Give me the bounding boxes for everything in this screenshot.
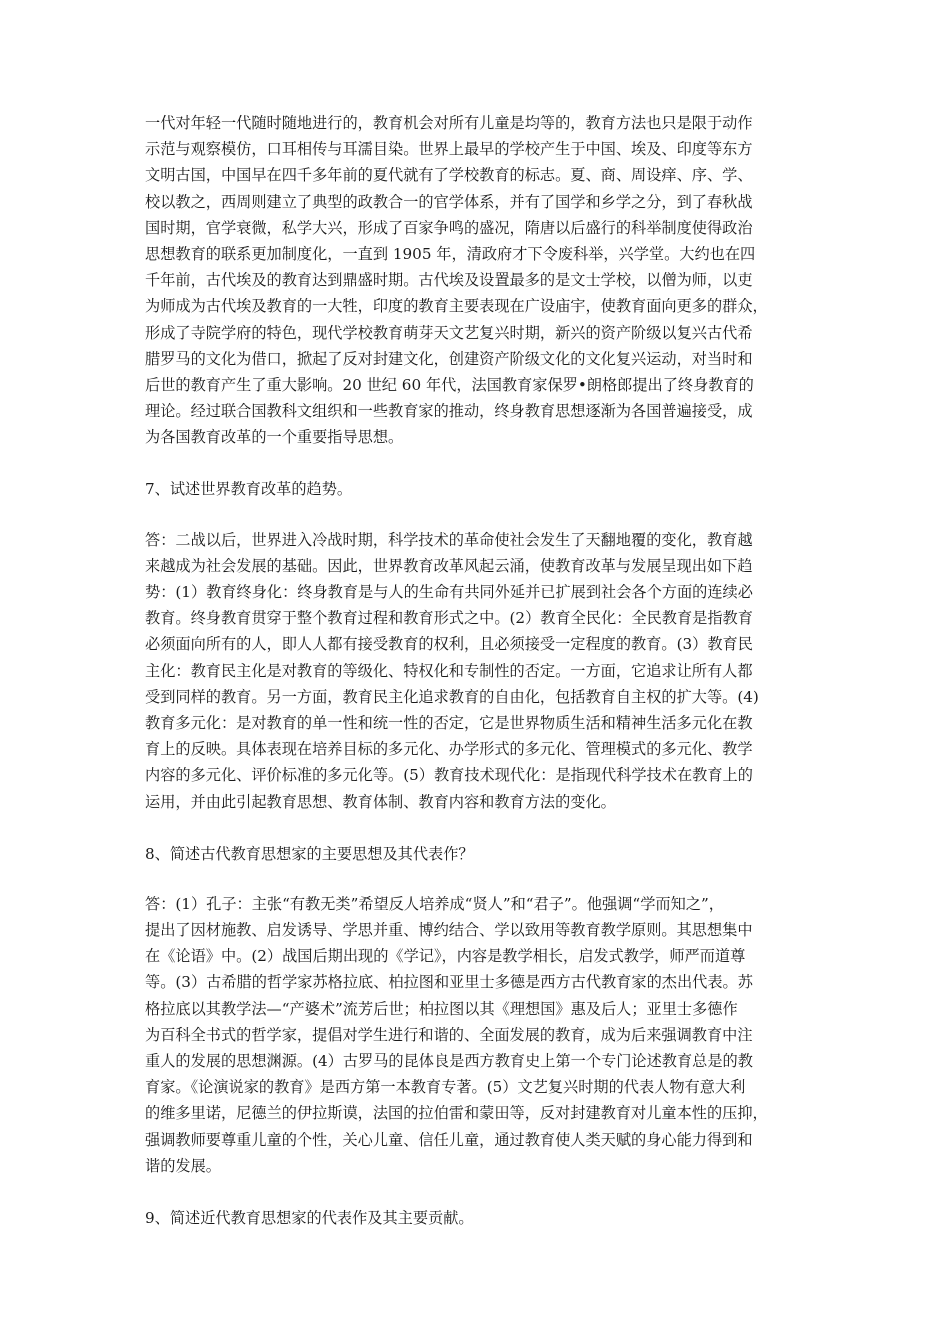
answer-line: 强调教师要尊重儿童的个性，关心儿童、信任儿童，通过教育使人类天赋的身心能力得到和 — [145, 1130, 753, 1149]
answer-line: 受到同样的教育。另一方面，教育民主化追求教育的自由化，包括教育自主权的扩大等。(4) — [145, 687, 759, 706]
paragraph-line: 后世的教育产生了重大影响。20 世纪 60 年代，法国教育家保罗•朗格郎提出了终身教育的 — [145, 375, 754, 394]
paragraph-line: 示范与观察模仿，口耳相传与耳濡目染。世界上最早的学校产生于中国、埃及、印度等东方 — [145, 140, 753, 159]
answer-line: 育家。《论演说家的教育》是西方第一本教育专著。(5）文艺复兴时期的代表人物有意大利 — [145, 1078, 746, 1097]
paragraph-line: 思想教育的联系更加制度化，一直到 1905 年，清政府才下令废科举，兴学堂。大约也在四 — [145, 244, 756, 263]
answer-7 — [145, 527, 813, 815]
paragraph-line: 为师成为古代埃及教育的一大牲，印度的教育主要表现在广设庙宇，使教育面向更多的群众， — [145, 297, 768, 316]
answer-line: 答：二战以后，世界进入冷战时期，科学技术的革命使社会发生了天翻地覆的变化，教育越 — [145, 530, 753, 549]
question-text: 9、简述近代教育思想家的代表作及其主要贡献。 — [145, 1208, 474, 1227]
answer-line: 内容的多元化、评价标准的多元化等。(5）教育技术现代化：是指现代科学技术在教育上的 — [145, 766, 753, 785]
paragraph-line: 一代对年轻一代随时随地进行的，教育机会对所有儿童是均等的，教育方法也只是限于动作 — [145, 114, 753, 132]
question-7-heading — [145, 476, 813, 502]
answer-line: 运用，并由此引起教育思想、教育体制、教育内容和教育方法的变化。 — [145, 792, 616, 811]
paragraph-line: 形成了寺院学府的特色，现代学校教育萌芽天文艺复兴时期，新兴的资产阶级以复兴古代希 — [145, 323, 753, 342]
intro-paragraph — [145, 110, 813, 450]
answer-line: 教育。终身教育贯穿于整个教育过程和教育形式之中。(2）教育全民化：全民教育是指教育 — [145, 609, 753, 628]
answer-line: 格拉底以其教学法—“产婆术”流芳后世；柏拉图以其《理想国》惠及后人；亚里士多德作 — [145, 999, 738, 1018]
answer-8 — [145, 891, 813, 1179]
answer-line: 的维多里诺，尼德兰的伊拉斯谟，法国的拉伯雷和蒙田等，反对封建教育对儿童本性的压抑， — [145, 1104, 768, 1123]
answer-line: 答：(1）孔子：主张“有教无类”希望反人培养成“贤人”和“君子”。他强调“学而知之”， — [145, 894, 724, 913]
question-9-heading — [145, 1205, 813, 1231]
answer-line: 等。(3）古希腊的哲学家苏格拉底、柏拉图和亚里士多德是西方古代教育家的杰出代表。苏 — [145, 973, 753, 992]
answer-line: 来越成为社会发展的基础。因此，世界教育改革风起云涌，使教育改革与发展呈现出如下趋 — [145, 556, 753, 575]
question-text: 8、简述古代教育思想家的主要思想及其代表作？ — [145, 844, 474, 863]
paragraph-line: 校以教之，西周则建立了典型的政教合一的官学体系，并有了国学和乡学之分，到了春秋战 — [145, 192, 753, 211]
answer-line: 势：(1）教育终身化：终身教育是与人的生命有共同外延并已扩展到社会各个方面的连续必 — [145, 583, 753, 601]
answer-line: 为百科全书式的哲学家，提倡对学生进行和谐的、全面发展的教育，成为后来强调教育中注 — [145, 1025, 753, 1044]
answer-line: 教育多元化：是对教育的单一性和统一性的否定，它是世界物质生活和精神生活多元化在教 — [145, 713, 753, 732]
paragraph-line: 千年前，古代埃及的教育达到鼎盛时期。古代埃及设置最多的是文士学校，以僧为师，以吏 — [145, 271, 753, 290]
answer-line: 重人的发展的思想渊源。(4）古罗马的昆体良是西方教育史上第一个专门论述教育总是的教 — [145, 1052, 753, 1070]
paragraph-line: 理论。经过联合国教科文组织和一些教育家的推动，终身教育思想逐渐为各国普遍接受，成 — [145, 402, 753, 421]
paragraph-line: 腊罗马的文化为借口，掀起了反对封建文化，创建资产阶级文化的文化复兴运动，对当时和 — [145, 349, 753, 368]
answer-line: 在《论语》中。(2）战国后期出现的《学记》，内容是教学相长，启发式教学，师严而道尊 — [145, 947, 746, 966]
answer-line: 提出了因材施教、启发诱导、学思并重、博约结合、学以致用等教育教学原则。其思想集中 — [145, 921, 753, 940]
paragraph-line: 国时期，官学衰微，私学大兴，形成了百家争鸣的盛况，隋唐以后盛行的科举制度使得政治 — [145, 218, 753, 237]
paragraph-line: 文明古国，中国早在四千多年前的夏代就有了学校教育的标志。夏、商、周设痒、序、学、 — [145, 166, 753, 185]
answer-line: 谐的发展。 — [145, 1156, 221, 1175]
question-8-heading — [145, 841, 813, 867]
answer-line: 必须面向所有的人，即人人都有接受教育的权利，且必须接受一定程度的教育。(3）教育民 — [145, 635, 753, 654]
question-text: 7、试述世界教育改革的趋势。 — [145, 480, 353, 499]
document-page — [145, 110, 813, 1255]
paragraph-line: 为各国教育改革的一个重要指导思想。 — [145, 428, 404, 447]
answer-line: 主化：教育民主化是对教育的等级化、特权化和专制性的否定。一方面，它追求让所有人都 — [145, 661, 753, 680]
answer-line: 育上的反映。具体表现在培养目标的多元化、办学形式的多元化、管理模式的多元化、教学 — [145, 740, 753, 759]
